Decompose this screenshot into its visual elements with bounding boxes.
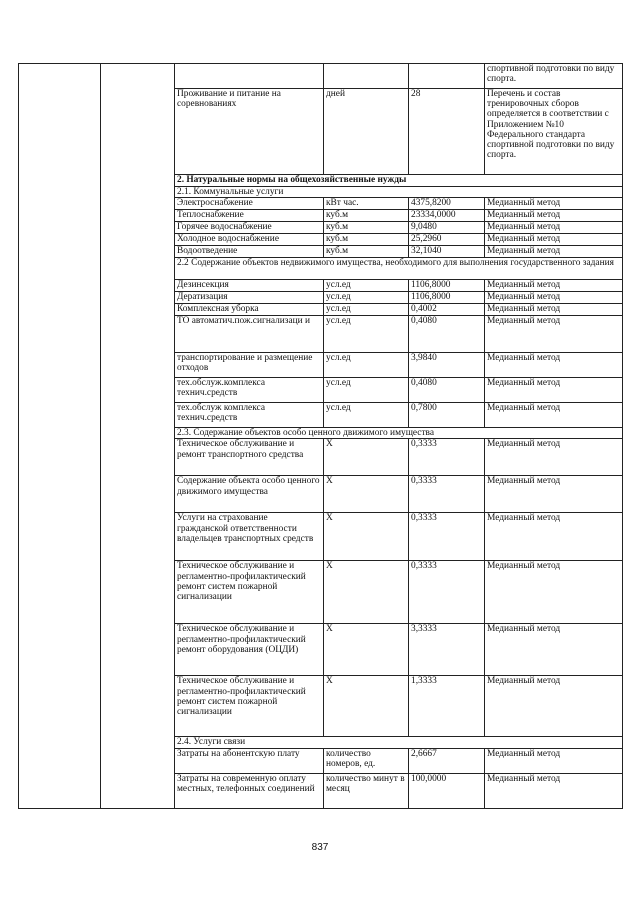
- cell-name: Проживание и питание на соревнованиях: [175, 89, 324, 175]
- cell-unit: [324, 64, 409, 89]
- cell-note: Перечень и состав тренировочных сборов определяется в соответствии с Приложением №10 Федерального стандарта спортивной подготовки по виду спорта.: [485, 89, 623, 175]
- cell-unit: куб.м: [324, 234, 409, 246]
- cell-name: Электроснабжение: [175, 198, 324, 210]
- cell-value: 1,3333: [409, 676, 485, 737]
- page-number: 837: [311, 842, 329, 853]
- cell-unit: количество номеров, ед.: [324, 748, 409, 773]
- cell-value: 1106,8000: [409, 280, 485, 292]
- cell-value: [409, 64, 485, 89]
- cell-note: Медианный метод: [485, 280, 623, 292]
- cell-name: Техническое обслуживание и регламентно-профилактический ремонт систем пожарной сигнализации: [175, 561, 324, 624]
- cell-name: тех.обслуж комплекса технич.средств: [175, 403, 324, 428]
- cell-value: 9,0480: [409, 222, 485, 234]
- cell-name: Теплоснабжение: [175, 210, 324, 222]
- cell-value: 2,6667: [409, 748, 485, 773]
- section-heading: 2.1. Коммунальные услуги: [175, 187, 623, 198]
- empty-column-1: [19, 64, 101, 809]
- cell-name: Техническое обслуживание и регламентно-профилактический ремонт оборудования (ОЦДИ): [175, 624, 324, 676]
- cell-unit: усл.ед: [324, 316, 409, 353]
- cell-value: 0,3333: [409, 476, 485, 513]
- cell-note: Медианный метод: [485, 748, 623, 773]
- cell-note: спортивной подготовки по виду спорта.: [485, 64, 623, 89]
- cell-note: Медианный метод: [485, 561, 623, 624]
- section-heading: 2.2 Содержание объектов недвижимого имущества, необходимого для выполнения государственного задания: [175, 258, 623, 280]
- cell-name: транспортирование и размещение отходов: [175, 353, 324, 378]
- cell-value: 0,3333: [409, 439, 485, 476]
- cell-unit: усл.ед: [324, 353, 409, 378]
- cell-note: Медианный метод: [485, 513, 623, 561]
- cell-note: Медианный метод: [485, 292, 623, 304]
- cell-name: Затраты на абонентскую плату: [175, 748, 324, 773]
- cell-unit: Х: [324, 513, 409, 561]
- cell-unit: усл.ед: [324, 378, 409, 403]
- cell-unit: кВт час.: [324, 198, 409, 210]
- cell-unit: куб.м: [324, 222, 409, 234]
- cell-note: Медианный метод: [485, 246, 623, 258]
- cell-unit: дней: [324, 89, 409, 175]
- section-heading: 2.3. Содержание объектов особо ценного движимого имущества: [175, 428, 623, 439]
- cell-value: 1106,8000: [409, 292, 485, 304]
- cell-value: 3,3333: [409, 624, 485, 676]
- cell-unit: Х: [324, 561, 409, 624]
- cell-name: Водоотведение: [175, 246, 324, 258]
- cell-name: Дезинсекция: [175, 280, 324, 292]
- cell-unit: Х: [324, 676, 409, 737]
- cell-note: Медианный метод: [485, 210, 623, 222]
- cell-value: 0,7800: [409, 403, 485, 428]
- cell-name: ТО автоматич.пож.сигнализаци и: [175, 316, 324, 353]
- cell-value: 0,3333: [409, 561, 485, 624]
- cell-name: Техническое обслуживание и регламентно-профилактический ремонт систем пожарной сигнализации: [175, 676, 324, 737]
- cell-name: Комплексная уборка: [175, 304, 324, 316]
- cell-value: 23334,0000: [409, 210, 485, 222]
- cell-name: Услуги на страхование гражданской ответственности владельцев транспортных средств: [175, 513, 324, 561]
- cell-value: 0,3333: [409, 513, 485, 561]
- cell-note: Медианный метод: [485, 234, 623, 246]
- cell-note: Медианный метод: [485, 773, 623, 808]
- cell-note: Медианный метод: [485, 222, 623, 234]
- cell-unit: усл.ед: [324, 304, 409, 316]
- section-heading: 2.4. Услуги связи: [175, 737, 623, 748]
- norms-table: [18, 63, 623, 809]
- cell-value: 4375,8200: [409, 198, 485, 210]
- cell-note: Медианный метод: [485, 378, 623, 403]
- cell-note: Медианный метод: [485, 676, 623, 737]
- cell-value: 0,4080: [409, 316, 485, 353]
- cell-name: тех.обслуж.комплекса технич.средств: [175, 378, 324, 403]
- cell-unit: усл.ед: [324, 292, 409, 304]
- cell-note: Медианный метод: [485, 198, 623, 210]
- cell-name: Техническое обслуживание и ремонт транспортного средства: [175, 439, 324, 476]
- cell-unit: Х: [324, 624, 409, 676]
- cell-note: Медианный метод: [485, 624, 623, 676]
- cell-value: 28: [409, 89, 485, 175]
- cell-note: Медианный метод: [485, 353, 623, 378]
- section-heading: 2. Натуральные нормы на общехозяйственные нужды: [175, 175, 623, 187]
- cell-note: Медианный метод: [485, 316, 623, 353]
- cell-value: 0,4002: [409, 304, 485, 316]
- cell-value: 3,9840: [409, 353, 485, 378]
- cell-name: Дератизация: [175, 292, 324, 304]
- cell-unit: Х: [324, 439, 409, 476]
- cell-unit: усл.ед: [324, 403, 409, 428]
- cell-value: 32,1040: [409, 246, 485, 258]
- cell-note: Медианный метод: [485, 476, 623, 513]
- cell-name: Холодное водоснабжение: [175, 234, 324, 246]
- cell-unit: куб.м: [324, 246, 409, 258]
- cell-name: Горячее водоснабжение: [175, 222, 324, 234]
- cell-unit: количество минут в месяц: [324, 773, 409, 808]
- cell-unit: Х: [324, 476, 409, 513]
- cell-note: Медианный метод: [485, 403, 623, 428]
- cell-name: Содержание объекта особо ценного движимого имущества: [175, 476, 324, 513]
- empty-column-2: [101, 64, 175, 809]
- table-row: [19, 64, 623, 89]
- cell-value: 0,4080: [409, 378, 485, 403]
- cell-value: 100,0000: [409, 773, 485, 808]
- cell-note: Медианный метод: [485, 304, 623, 316]
- cell-unit: куб.м: [324, 210, 409, 222]
- cell-name: Затраты на современную оплату местных, телефонных соединений: [175, 773, 324, 808]
- cell-note: Медианный метод: [485, 439, 623, 476]
- cell-value: 25,2960: [409, 234, 485, 246]
- cell-unit: усл.ед: [324, 280, 409, 292]
- cell-name: [175, 64, 324, 89]
